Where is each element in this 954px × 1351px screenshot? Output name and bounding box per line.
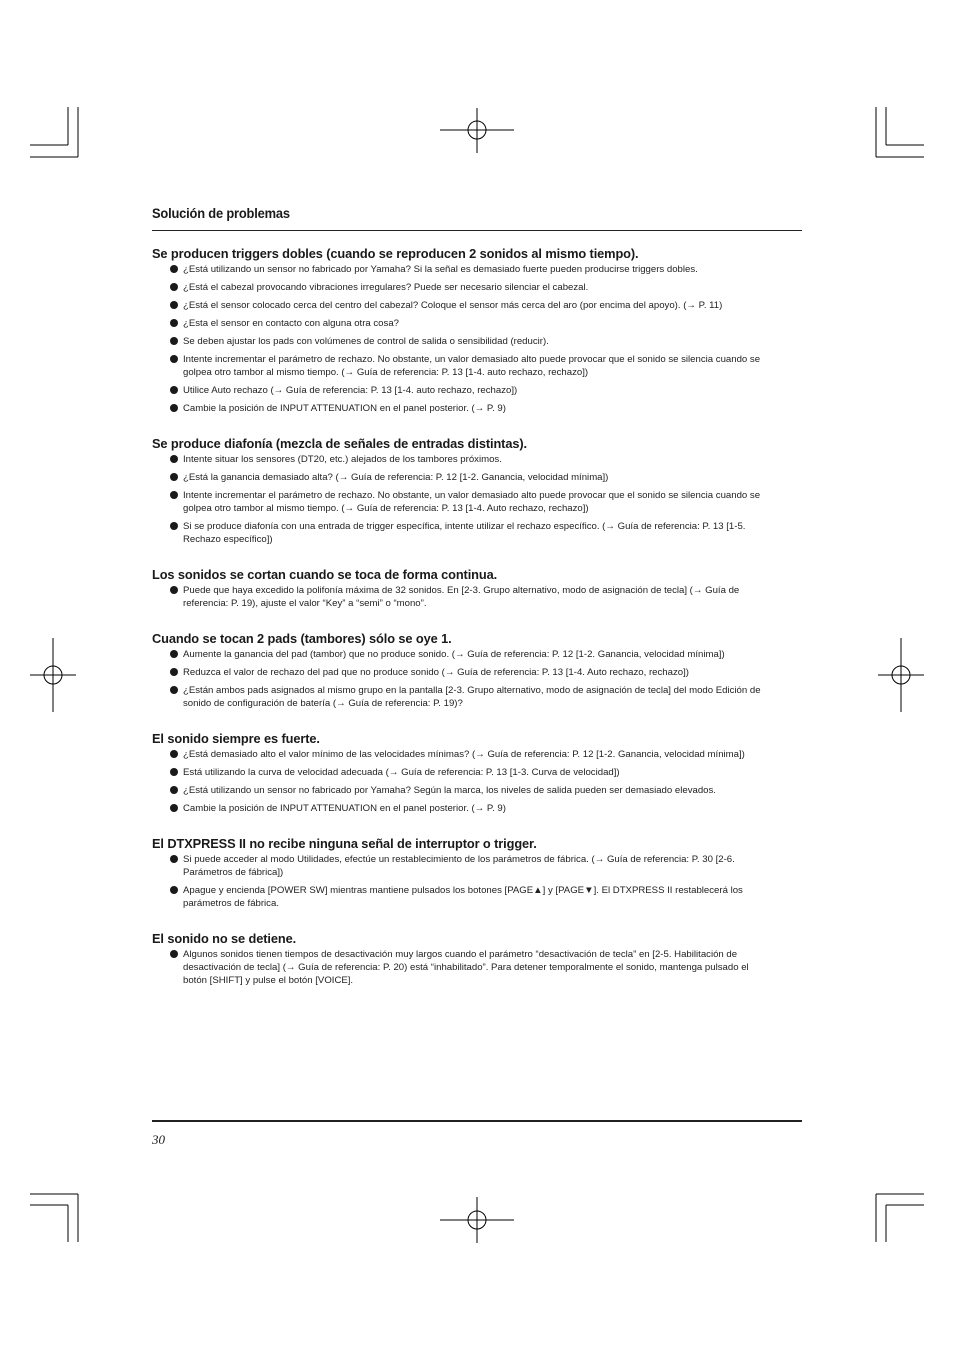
list-item: Está utilizando la curva de velocidad adecuada (→ Guía de referencia: P. 13 [1-3. Curva de velocidad]) (152, 766, 764, 779)
bullet-icon (170, 886, 178, 894)
section-two-pads (152, 631, 764, 710)
bullet-list (152, 648, 764, 710)
bullet-icon (170, 473, 178, 481)
bullet-list (152, 853, 764, 910)
bullet-icon (170, 586, 178, 594)
header-rule (152, 230, 802, 231)
bullet-icon (170, 786, 178, 794)
list-item: Cambie la posición de INPUT ATTENUATION en el panel posterior. (→ P. 9) (152, 802, 764, 815)
section-heading: Se produce diafonía (mezcla de señales de entradas distintas). (152, 436, 527, 451)
list-item: ¿Esta el sensor en contacto con alguna otra cosa? (152, 317, 764, 330)
page-title: Solución de problemas (152, 205, 290, 221)
section-sounds-cut (152, 567, 764, 610)
bullet-icon (170, 855, 178, 863)
section-heading: El sonido siempre es fuerte. (152, 731, 320, 746)
list-item: Si puede acceder al modo Utilidades, efectúe un restablecimiento de los parámetros de fábrica. (→ Guía de referencia: P. 30 [2-6. Parámetros de fábrica]) (152, 853, 764, 879)
list-item: Reduzca el valor de rechazo del pad que no produce sonido (→ Guía de referencia: P. 13 [1-4. Auto rechazo, rechazo]) (152, 666, 764, 679)
list-item: ¿Están ambos pads asignados al mismo grupo en la pantalla [2-3. Grupo alternativo, modo de asignación de tecla] del modo Edición de sonido de configuración de batería (→ Guía de referencia: P. 19)? (152, 684, 764, 710)
list-item: Intente incrementar el parámetro de rechazo. No obstante, un valor demasiado alto puede provocar que el sonido se silencia cuando se golpea otro tambor al mismo tiempo. (→ Guía de referencia: P. 13 [1-4. Auto rechazo, rechazo]) (152, 489, 764, 515)
bullet-icon (170, 686, 178, 694)
bullet-icon (170, 355, 178, 363)
section-no-signal (152, 836, 764, 910)
bullet-icon (170, 404, 178, 412)
section-heading: Se producen triggers dobles (cuando se reproducen 2 sonidos al mismo tiempo). (152, 246, 639, 261)
bullet-icon (170, 265, 178, 273)
section-heading: Cuando se tocan 2 pads (tambores) sólo se oye 1. (152, 631, 452, 646)
bullet-icon (170, 319, 178, 327)
bullet-icon (170, 950, 178, 958)
list-item: Algunos sonidos tienen tiempos de desactivación muy largos cuando el parámetro “desactivación de tecla” en [2-5. Habilitación de desactivación de tecla] (→ Guía de referencia: P. 20) está “inhabilitado”. Para detener temporalmente el sonido, mantenga pulsado el botón [SHIFT] y pulse el botón [VOICE]. (152, 948, 764, 987)
page-number: 30 (152, 1132, 165, 1147)
list-item: ¿Está demasiado alto el valor mínimo de las velocidades mínimas? (→ Guía de referencia: P. 12 [1-2. Ganancia, velocidad mínima]) (152, 748, 764, 761)
bullet-icon (170, 491, 178, 499)
troubleshooting-content (152, 246, 764, 987)
list-item: ¿Está la ganancia demasiado alta? (→ Guía de referencia: P. 12 [1-2. Ganancia, velocidad mínima]) (152, 471, 764, 484)
section-double-triggers (152, 246, 764, 415)
list-item: ¿Está utilizando un sensor no fabricado por Yamaha? Según la marca, los niveles de salida pueden ser demasiado elevados. (152, 784, 764, 797)
section-heading: El sonido no se detiene. (152, 931, 297, 946)
bullet-icon (170, 283, 178, 291)
bullet-icon (170, 386, 178, 394)
list-item: Intente situar los sensores (DT20, etc.) alejados de los tambores próximos. (152, 453, 764, 466)
list-item: Se deben ajustar los pads con volúmenes de control de salida o sensibilidad (reducir). (152, 335, 764, 348)
list-item: ¿Está el sensor colocado cerca del centro del cabezal? Coloque el sensor más cerca del aro (por encima del apoyo). (→ P. 11) (152, 299, 764, 312)
bullet-icon (170, 668, 178, 676)
bullet-icon (170, 522, 178, 530)
list-item: Intente incrementar el parámetro de rechazo. No obstante, un valor demasiado alto puede provocar que el sonido se silencia cuando se golpea otro tambor al mismo tiempo. (→ Guía de referencia: P. 13 [1-4. auto rechazo, rechazo]) (152, 353, 764, 379)
list-item: Aumente la ganancia del pad (tambor) que no produce sonido. (→ Guía de referencia: P. 12 [1-2. Ganancia, velocidad mínima]) (152, 648, 764, 661)
footer-rule (152, 1120, 802, 1122)
bullet-icon (170, 750, 178, 758)
bullet-list (152, 948, 764, 987)
bullet-list (152, 748, 764, 815)
section-crosstalk (152, 436, 764, 546)
bullet-icon (170, 804, 178, 812)
list-item: ¿Está el cabezal provocando vibraciones irregulares? Puede ser necesario silenciar el cabezal. (152, 281, 764, 294)
bullet-icon (170, 337, 178, 345)
list-item: Cambie la posición de INPUT ATTENUATION en el panel posterior. (→ P. 9) (152, 402, 764, 415)
list-item: Si se produce diafonía con una entrada de trigger específica, intente utilizar el rechazo específico. (→ Guía de referencia: P. 13 [1-5. Rechazo específico]) (152, 520, 764, 546)
section-heading: El DTXPRESS II no recibe ninguna señal de interruptor o trigger. (152, 836, 537, 851)
bullet-list (152, 453, 764, 546)
list-item: Puede que haya excedido la polifonía máxima de 32 sonidos. En [2-3. Grupo alternativo, modo de asignación de tecla] (→ Guía de referencia: P. 19), ajuste el valor “Key” a “semi” o “mono”. (152, 584, 764, 610)
bullet-icon (170, 301, 178, 309)
list-item: ¿Está utilizando un sensor no fabricado por Yamaha? Si la señal es demasiado fuerte pueden producirse triggers dobles. (152, 263, 764, 276)
bullet-list (152, 584, 764, 610)
bullet-icon (170, 768, 178, 776)
bullet-icon (170, 455, 178, 463)
list-item: Utilice Auto rechazo (→ Guía de referencia: P. 13 [1-4. auto rechazo, rechazo]) (152, 384, 764, 397)
bullet-list (152, 263, 764, 415)
section-heading: Los sonidos se cortan cuando se toca de forma continua. (152, 567, 498, 582)
bullet-icon (170, 650, 178, 658)
list-item: Apague y encienda [POWER SW] mientras mantiene pulsados los botones [PAGE▲] y [PAGE▼]. El DTXPRESS II restablecerá los parámetros de fábrica. (152, 884, 764, 910)
section-sound-not-stopping (152, 931, 764, 987)
section-always-loud (152, 731, 764, 815)
